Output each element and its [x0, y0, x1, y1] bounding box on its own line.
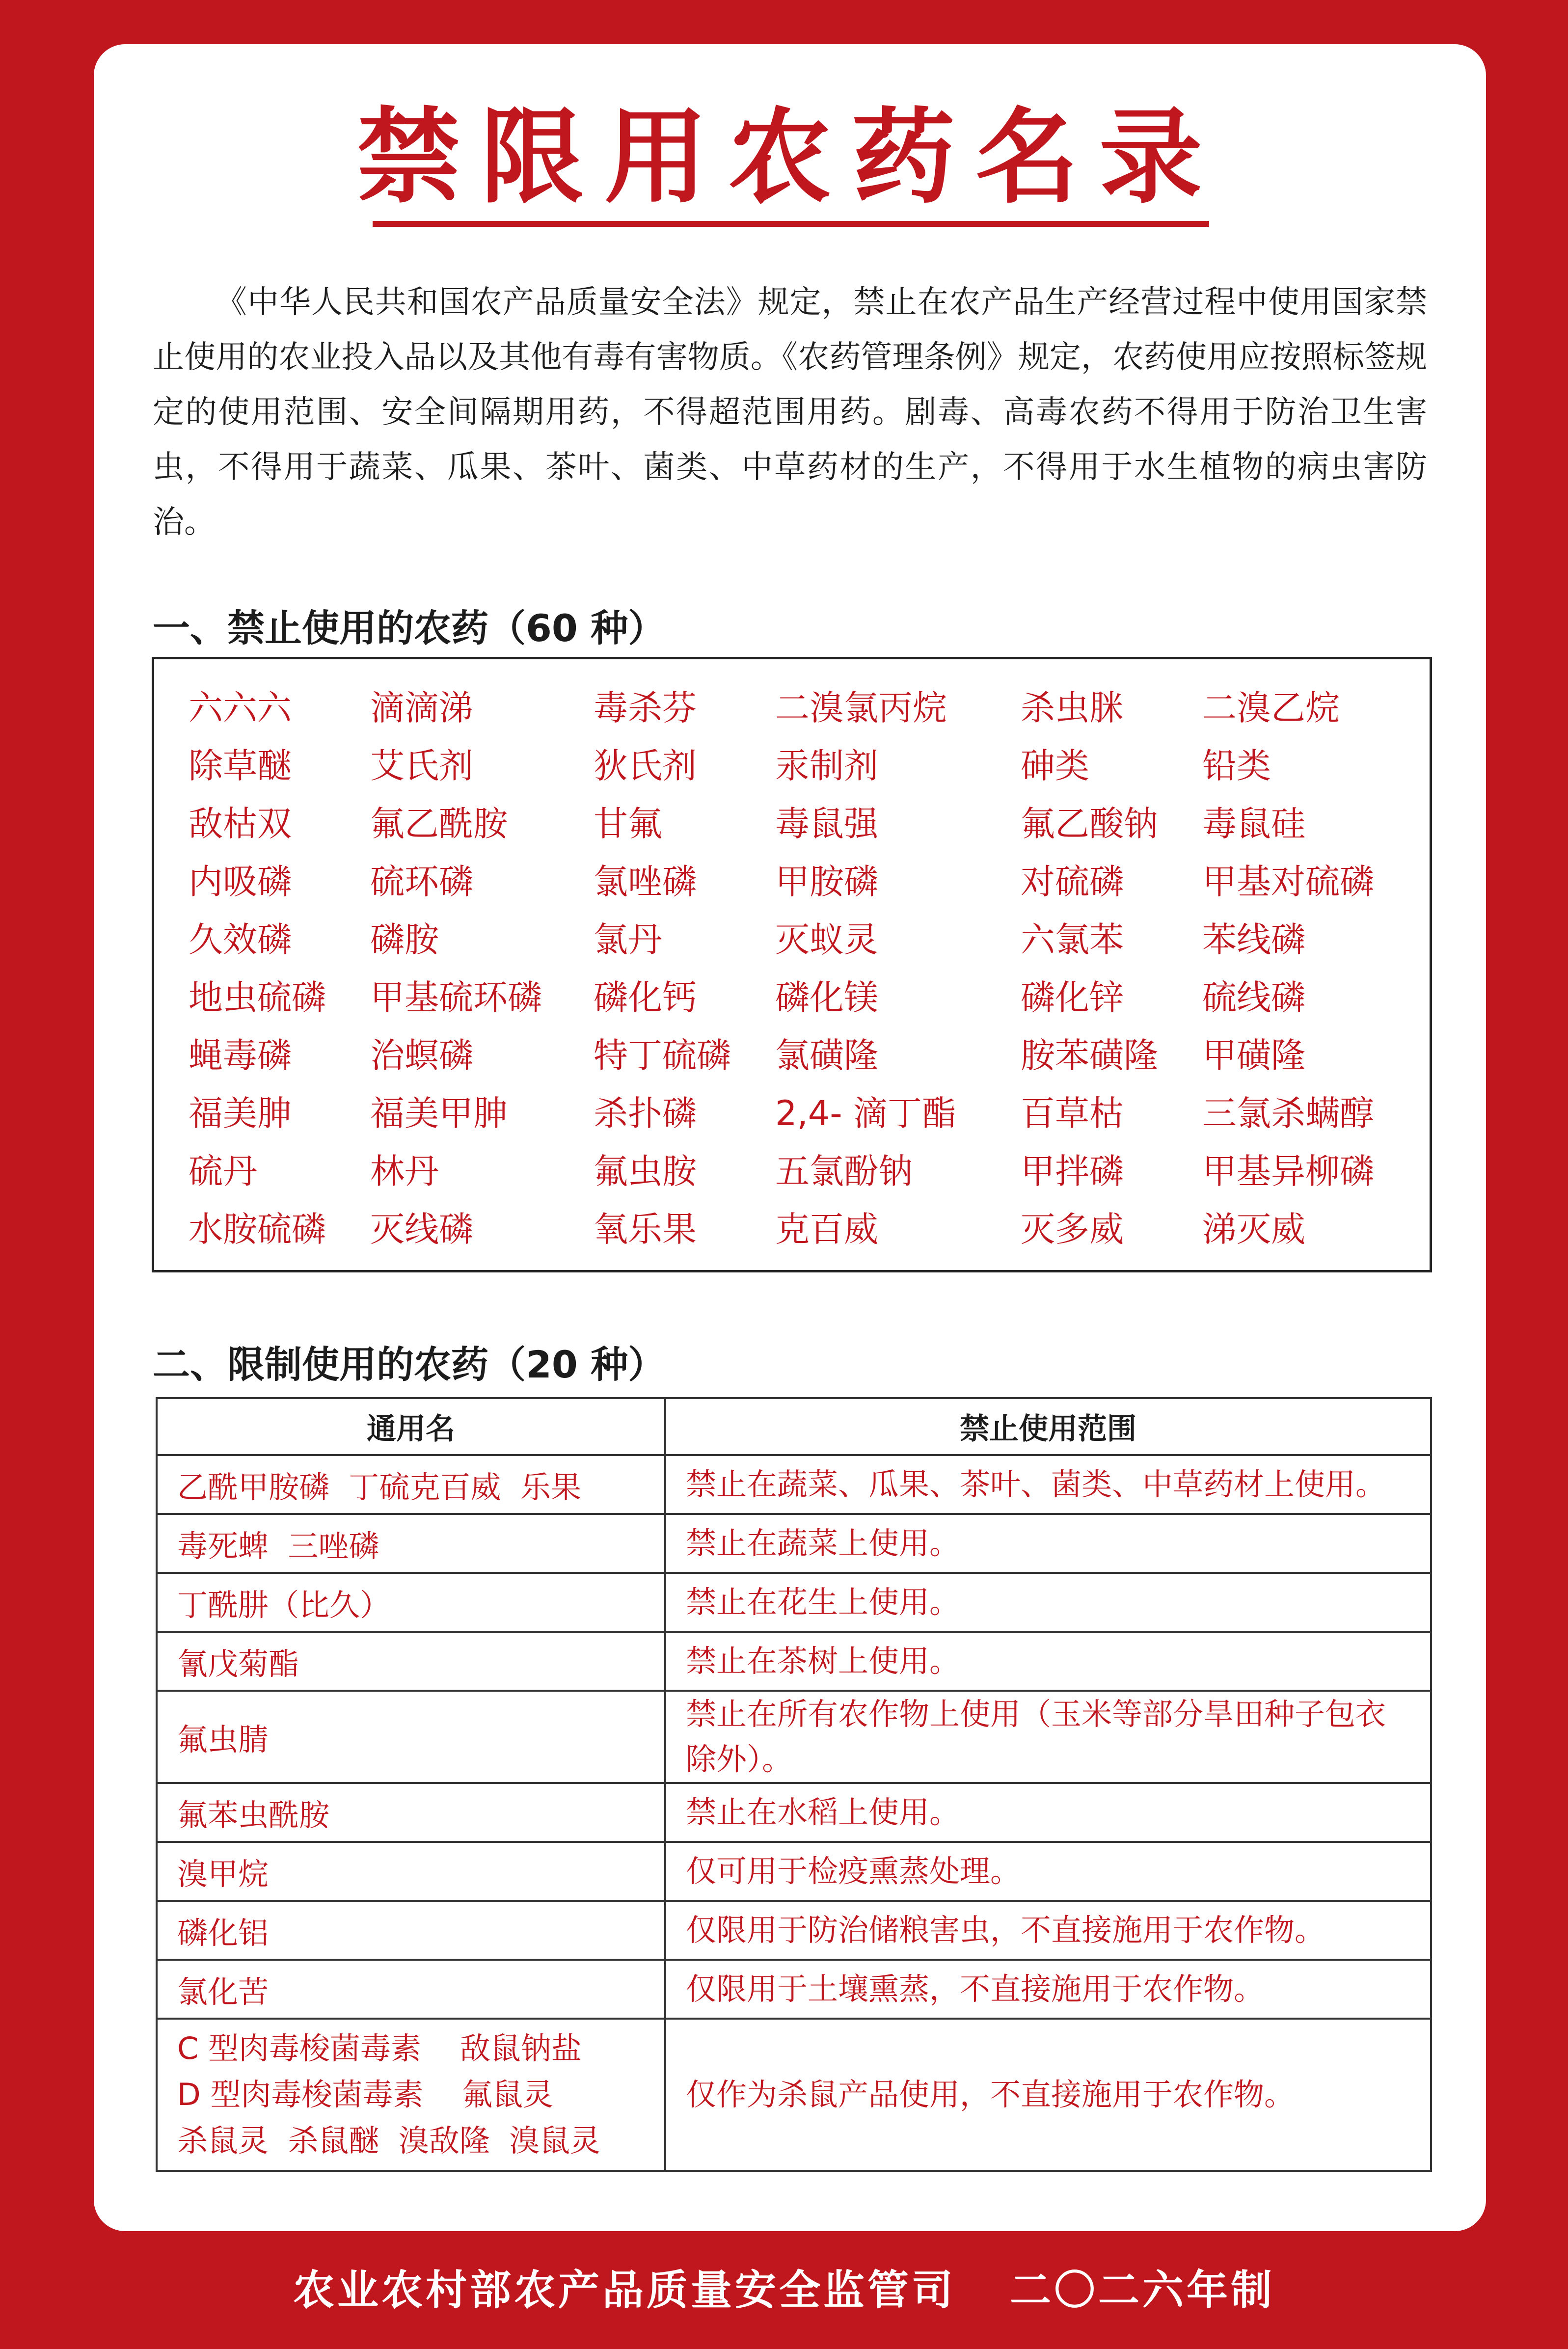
banned-pesticide-item: 甘氟: [594, 804, 662, 844]
column-header-scope: 禁止使用范围: [665, 1398, 1431, 1455]
banned-pesticide-item: 氟乙酸钠: [1021, 804, 1158, 844]
banned-pesticide-item: 杀虫脒: [1021, 688, 1124, 728]
banned-pesticide-item: 甲胺磷: [775, 862, 878, 902]
banned-pesticide-item: 涕灭威: [1202, 1209, 1305, 1249]
banned-pesticide-item: 狄氏剂: [594, 746, 697, 786]
table-row: [157, 1783, 1431, 1842]
banned-pesticide-item: 硫环磷: [370, 862, 473, 902]
poster-card: [94, 44, 1486, 2231]
rodenticide-name-line: 杀鼠灵 杀鼠醚 溴敌隆 溴鼠灵: [177, 2123, 601, 2159]
footer: [0, 2263, 1568, 2317]
banned-pesticide-item: 福美甲胂: [370, 1093, 508, 1134]
banned-pesticide-item: 磷胺: [370, 919, 439, 960]
banned-pesticide-item: 三氯杀螨醇: [1202, 1093, 1374, 1134]
banned-pesticide-item: 五氯酚钠: [775, 1151, 913, 1191]
banned-pesticide-item: 福美胂: [189, 1093, 292, 1134]
banned-pesticide-item: 氟乙酰胺: [370, 804, 508, 844]
banned-pesticide-item: 氯磺隆: [775, 1035, 878, 1076]
banned-pesticide-item: 除草醚: [189, 746, 292, 786]
banned-pesticide-item: 克百威: [775, 1209, 878, 1249]
banned-pesticide-item: 灭蚁灵: [775, 919, 878, 960]
banned-pesticide-item: 治螟磷: [370, 1035, 473, 1076]
restricted-pesticide-name: 氯化苦: [157, 1960, 665, 2019]
banned-pesticide-item: 灭线磷: [370, 1209, 473, 1249]
restricted-pesticide-name: 乙酰甲胺磷 丁硫克百威 乐果: [157, 1455, 665, 1514]
restricted-pesticide-scope: 仅限用于防治储粮害虫，不直接施用于农作物。: [665, 1901, 1431, 1960]
restricted-pesticide-scope: 禁止在茶树上使用。: [665, 1632, 1431, 1691]
table-header-row: [157, 1398, 1431, 1455]
banned-pesticide-item: 灭多威: [1021, 1209, 1124, 1249]
banned-pesticide-item: 磷化镁: [775, 977, 878, 1018]
restricted-pesticide-scope: 禁止在水稻上使用。: [665, 1783, 1431, 1842]
table-row: [157, 1632, 1431, 1691]
banned-pesticide-item: 甲拌磷: [1021, 1151, 1124, 1191]
banned-pesticide-item: 磷化锌: [1021, 977, 1124, 1018]
intro-paragraph: 《中华人民共和国农产品质量安全法》规定，禁止在农产品生产经营过程中使用国家禁止使用的农业投入品以及其他有毒有害物质。《农药管理条例》规定，农药使用应按照标签规定的使用范围、安全间隔期用药，不得超范围用药。剧毒、高毒农药不得用于防治卫生害虫，不得用于蔬菜、瓜果、茶叶、菌类、中草药材的生产，不得用于水生植物的病虫害防治。: [153, 284, 1427, 540]
banned-pesticide-item: 氯丹: [594, 919, 662, 960]
footer-year: 二〇二六年制: [1010, 2266, 1275, 2314]
banned-pesticide-item: 氧乐果: [594, 1209, 697, 1249]
banned-pesticides-grid: [189, 679, 1379, 1258]
table-row: [157, 1842, 1431, 1901]
restricted-pesticides-table: [156, 1397, 1432, 2172]
restricted-pesticide-name: 氟虫腈: [157, 1691, 665, 1783]
banned-pesticide-item: 敌枯双: [189, 804, 292, 844]
banned-pesticide-item: 林丹: [370, 1151, 439, 1191]
banned-pesticides-box: [152, 657, 1432, 1272]
restricted-pesticide-name: 氰戊菊酯: [157, 1632, 665, 1691]
column-header-name: 通用名: [157, 1398, 665, 1455]
restricted-section-heading: 二、限制使用的农药（20 种）: [153, 1343, 666, 1386]
banned-pesticide-item: 二溴氯丙烷: [775, 688, 947, 728]
restricted-pesticide-scope: 仅作为杀鼠产品使用，不直接施用于农作物。: [665, 2019, 1431, 2171]
banned-pesticide-item: 氟虫胺: [594, 1151, 697, 1191]
banned-pesticide-item: 滴滴涕: [370, 688, 473, 728]
table-row: [157, 1960, 1431, 2019]
restricted-table-body: [157, 1455, 1431, 2171]
banned-pesticide-item: 内吸磷: [189, 862, 292, 902]
restricted-pesticide-name: 溴甲烷: [157, 1842, 665, 1901]
poster-title: 禁限用农药名录: [356, 96, 1223, 217]
banned-pesticide-item: 百草枯: [1021, 1093, 1124, 1134]
banned-pesticide-item: 苯线磷: [1202, 919, 1305, 960]
banned-pesticide-item: 汞制剂: [775, 746, 878, 786]
restricted-pesticide-name: [157, 2019, 665, 2171]
banned-pesticide-item: 二溴乙烷: [1202, 688, 1340, 728]
banned-section-heading: 一、禁止使用的农药（60 种）: [153, 606, 666, 650]
banned-pesticide-item: 杀扑磷: [594, 1093, 697, 1134]
banned-pesticide-item: 特丁硫磷: [594, 1035, 731, 1076]
banned-pesticide-item: 对硫磷: [1021, 862, 1124, 902]
banned-pesticide-item: 甲基硫环磷: [370, 977, 542, 1018]
restricted-pesticide-scope: 仅可用于检疫熏蒸处理。: [665, 1842, 1431, 1901]
rodenticide-name-line: D 型肉毒梭菌毒素 氟鼠灵: [177, 2077, 554, 2112]
banned-pesticide-item: 久效磷: [189, 919, 292, 960]
table-row: [157, 1514, 1431, 1573]
restricted-pesticide-name: 磷化铝: [157, 1901, 665, 1960]
banned-pesticide-item: 毒杀芬: [594, 688, 697, 728]
rodenticide-name-line: C 型肉毒梭菌毒素 敌鼠钠盐: [177, 2030, 582, 2066]
banned-pesticide-item: 毒鼠强: [775, 804, 878, 844]
banned-pesticide-item: 艾氏剂: [370, 746, 473, 786]
restricted-pesticide-scope: 禁止在花生上使用。: [665, 1573, 1431, 1632]
banned-pesticide-item: 水胺硫磷: [189, 1209, 326, 1249]
banned-pesticide-item: 氯唑磷: [594, 862, 697, 902]
banned-pesticide-item: 甲基对硫磷: [1202, 862, 1374, 902]
banned-pesticide-item: 六氯苯: [1021, 919, 1124, 960]
banned-pesticide-item: 磷化钙: [594, 977, 697, 1018]
banned-pesticide-item: 甲磺隆: [1202, 1035, 1305, 1076]
restricted-pesticide-name: 丁酰肼（比久）: [157, 1573, 665, 1632]
table-row: [157, 1691, 1431, 1783]
restricted-pesticide-scope: 禁止在蔬菜上使用。: [665, 1514, 1431, 1573]
table-row: [157, 1573, 1431, 1632]
banned-pesticide-item: 蝇毒磷: [189, 1035, 292, 1076]
restricted-pesticide-name: 毒死蜱 三唑磷: [157, 1514, 665, 1573]
banned-pesticide-item: 硫线磷: [1202, 977, 1305, 1018]
footer-issuer: 农业农村部农产品质量安全监管司: [293, 2266, 956, 2314]
banned-pesticide-item: 胺苯磺隆: [1021, 1035, 1158, 1076]
restricted-pesticide-scope: 仅限用于土壤熏蒸，不直接施用于农作物。: [665, 1960, 1431, 2019]
title-underline: [373, 221, 1209, 227]
table-row: [157, 1455, 1431, 1514]
banned-pesticide-item: 硫丹: [189, 1151, 257, 1191]
restricted-pesticide-name: 氟苯虫酰胺: [157, 1783, 665, 1842]
banned-pesticide-item: 毒鼠硅: [1202, 804, 1305, 844]
table-row: [157, 2019, 1431, 2171]
banned-pesticide-item: 六六六: [189, 688, 292, 728]
banned-pesticide-item: 砷类: [1021, 746, 1089, 786]
banned-pesticide-item: 铅类: [1202, 746, 1271, 786]
restricted-pesticide-scope: 禁止在所有农作物上使用（玉米等部分旱田种子包衣除外）。: [665, 1691, 1431, 1783]
banned-pesticide-item: 地虫硫磷: [189, 977, 326, 1018]
banned-pesticide-item: 甲基异柳磷: [1202, 1151, 1374, 1191]
banned-pesticide-item: 2,4- 滴丁酯: [775, 1093, 956, 1134]
table-row: [157, 1901, 1431, 1960]
restricted-pesticide-scope: 禁止在蔬菜、瓜果、茶叶、菌类、中草药材上使用。: [665, 1455, 1431, 1514]
